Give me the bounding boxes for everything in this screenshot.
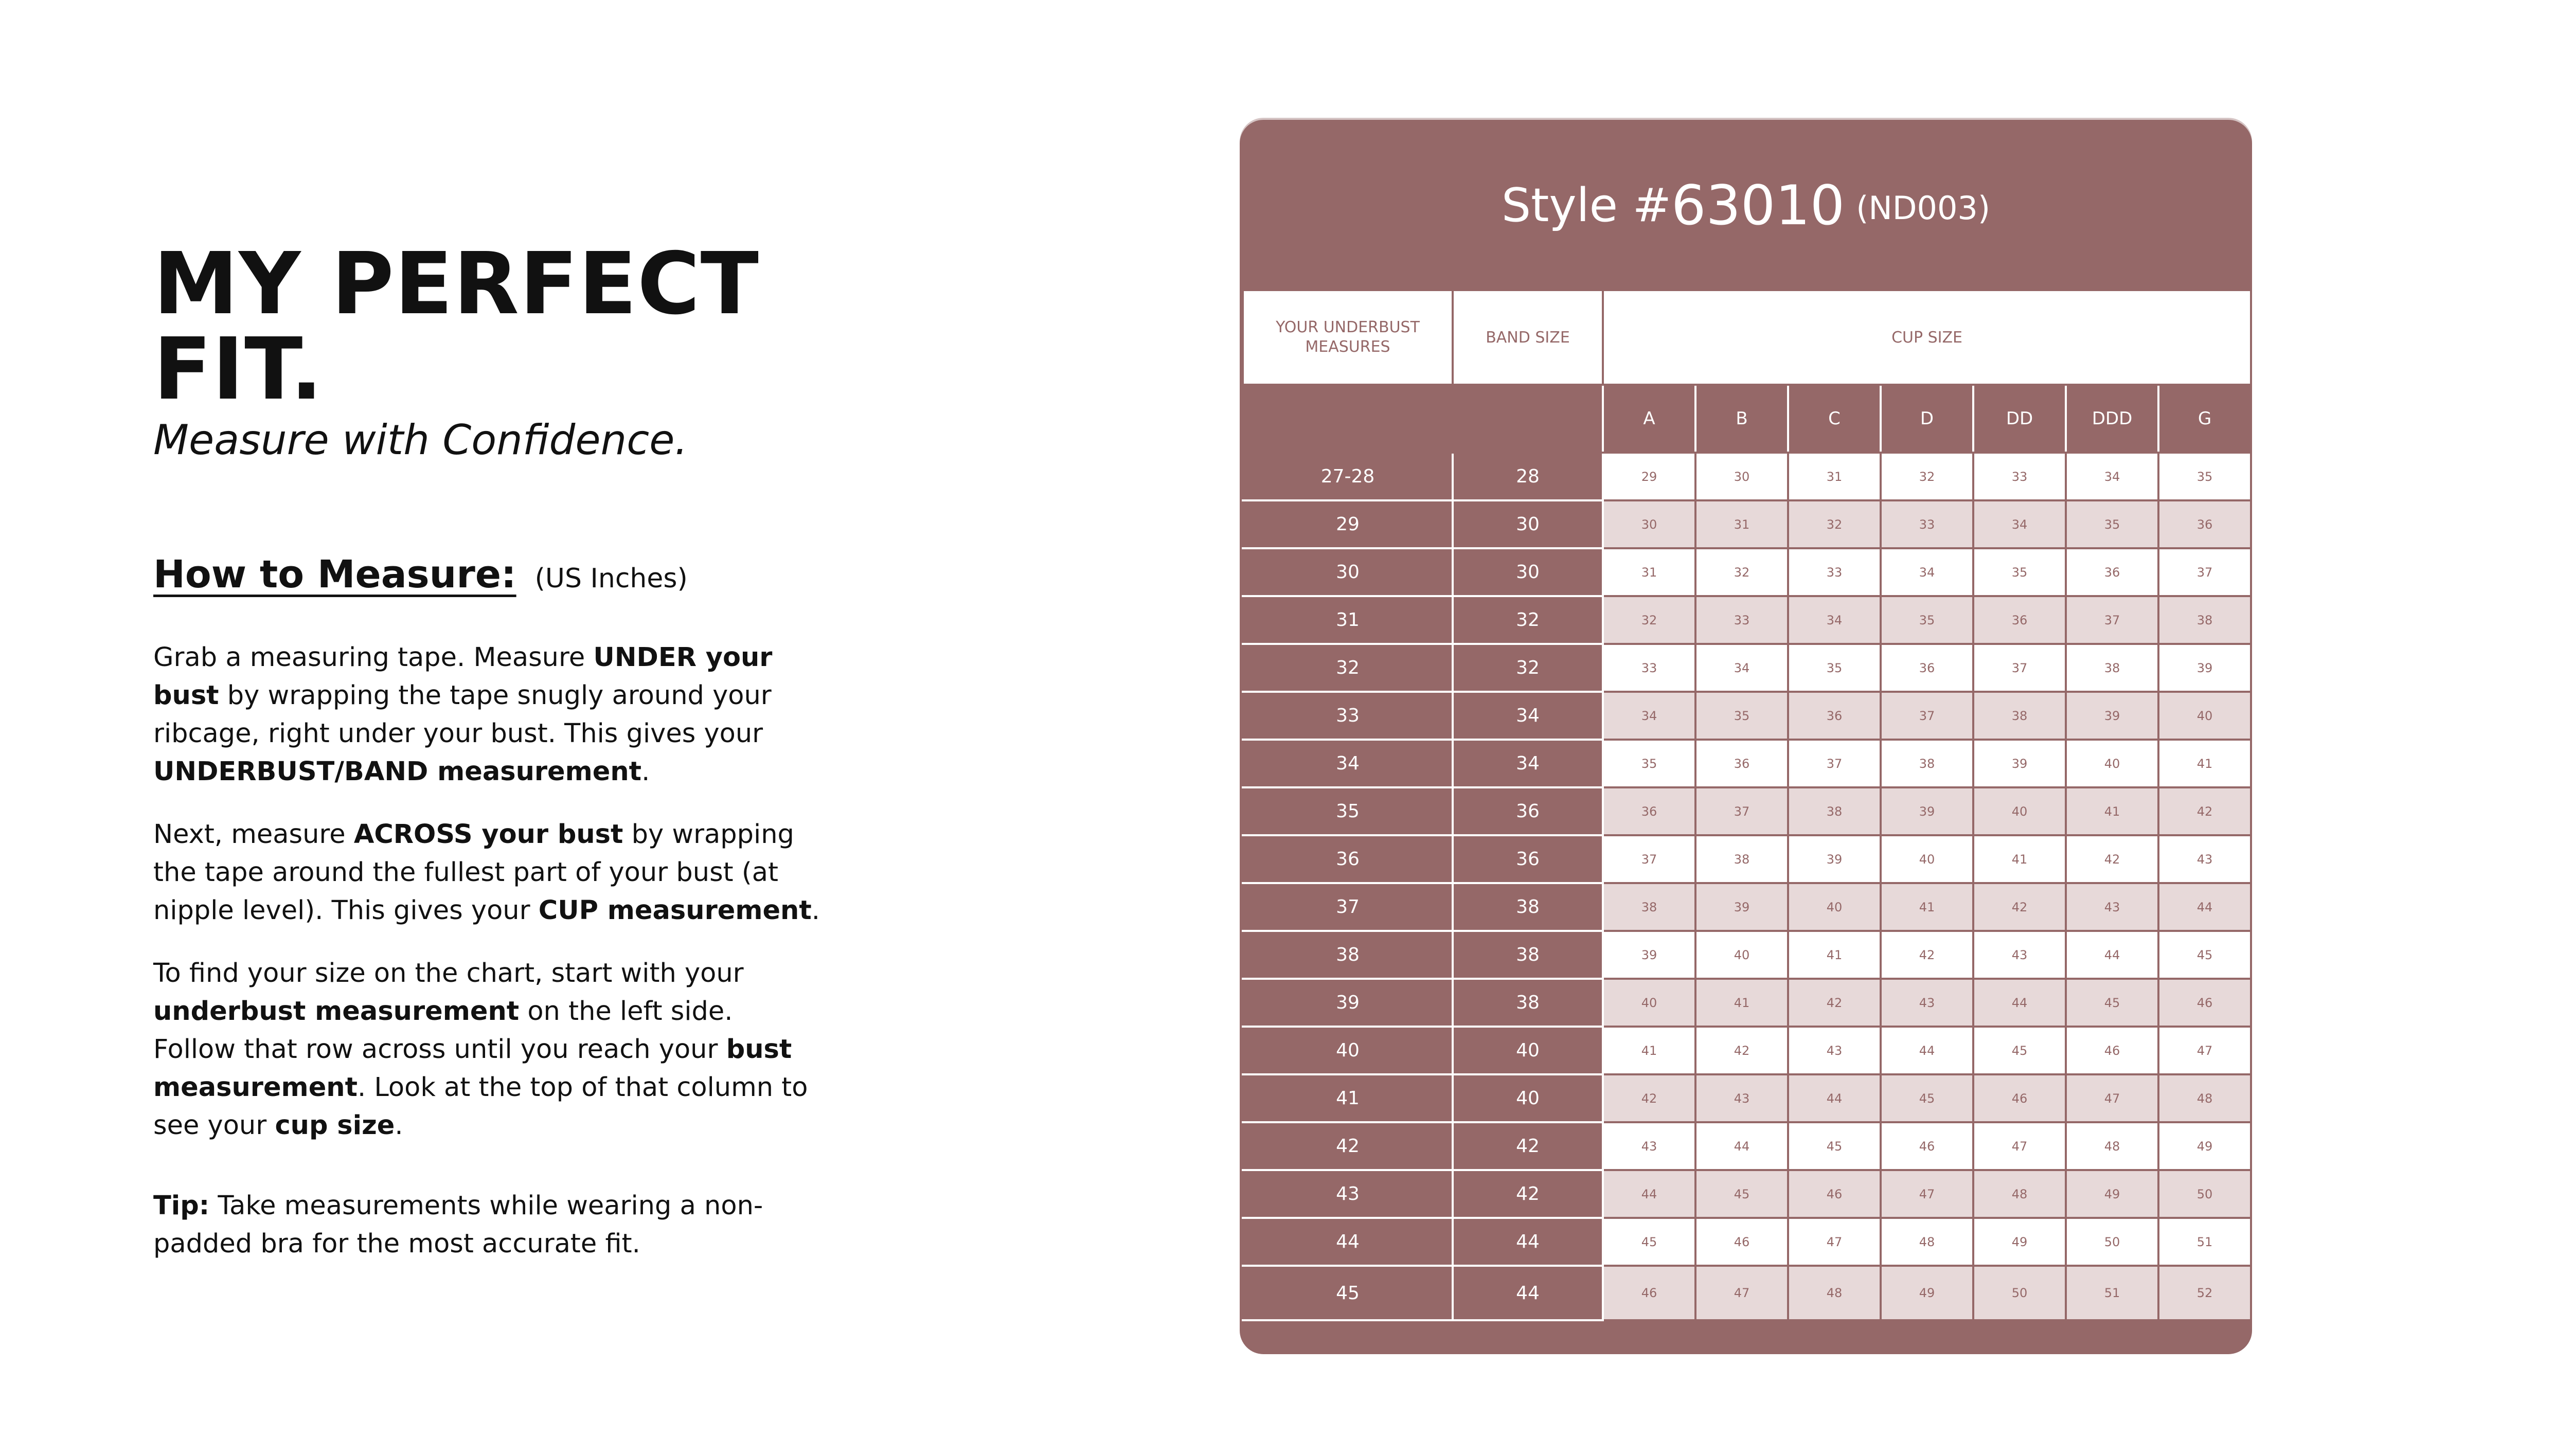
bust-measure-cell: 37 <box>2066 596 2158 644</box>
underbust-cell: 27-28 <box>1243 453 1453 500</box>
band-size-cell: 32 <box>1453 644 1603 692</box>
text: on the left side. Follow that row across until you reach your <box>153 996 733 1065</box>
how-to-measure-heading: How to Measure: <box>153 552 516 597</box>
bust-measure-cell: 33 <box>1788 548 1881 596</box>
bust-measure-cell: 41 <box>2158 740 2251 787</box>
emphasis: cup size <box>275 1110 395 1141</box>
bust-measure-cell: 38 <box>1973 692 2066 740</box>
bust-measure-cell: 45 <box>1973 1027 2066 1074</box>
bust-measure-cell: 50 <box>2158 1170 2251 1218</box>
bust-measure-cell: 49 <box>1973 1218 2066 1266</box>
table-row <box>1243 787 2251 835</box>
bust-measure-cell: 43 <box>1881 979 1973 1027</box>
bust-measure-cell: 39 <box>2066 692 2158 740</box>
band-size-cell: 36 <box>1453 835 1603 883</box>
size-table <box>1242 289 2252 1321</box>
bust-measure-cell: 32 <box>1603 596 1695 644</box>
bust-measure-cell: 35 <box>1881 596 1973 644</box>
tip-label: Tip: <box>153 1191 210 1221</box>
bust-measure-cell: 38 <box>1788 787 1881 835</box>
table-row <box>1243 1170 2251 1218</box>
bust-measure-cell: 36 <box>1788 692 1881 740</box>
emphasis: CUP measurement <box>538 895 812 926</box>
bust-measure-cell: 45 <box>1881 1074 1973 1122</box>
bust-measure-cell: 38 <box>2066 644 2158 692</box>
table-row <box>1243 596 2251 644</box>
bust-measure-cell: 37 <box>1695 787 1788 835</box>
underbust-cell: 31 <box>1243 596 1453 644</box>
band-size-cell: 40 <box>1453 1027 1603 1074</box>
bust-measure-cell: 48 <box>1973 1170 2066 1218</box>
bust-measure-cell: 43 <box>1603 1122 1695 1170</box>
bust-measure-cell: 49 <box>2158 1122 2251 1170</box>
bust-measure-cell: 48 <box>1788 1266 1881 1320</box>
cup-header-dd: DD <box>1973 385 2066 453</box>
bust-measure-cell: 31 <box>1695 500 1788 548</box>
bust-measure-cell: 36 <box>2066 548 2158 596</box>
bust-measure-cell: 40 <box>1973 787 2066 835</box>
bust-measure-cell: 42 <box>2158 787 2251 835</box>
bust-measure-cell: 33 <box>1973 453 2066 500</box>
table-row <box>1243 453 2251 500</box>
bust-measure-cell: 40 <box>2066 740 2158 787</box>
band-size-cell: 36 <box>1453 787 1603 835</box>
underbust-cell: 40 <box>1243 1027 1453 1074</box>
bust-measure-cell: 41 <box>1973 835 2066 883</box>
bust-measure-cell: 46 <box>2158 979 2251 1027</box>
table-row <box>1243 1074 2251 1122</box>
bust-measure-cell: 40 <box>1695 931 1788 979</box>
band-size-cell: 42 <box>1453 1170 1603 1218</box>
bust-measure-cell: 44 <box>1788 1074 1881 1122</box>
underbust-cell: 35 <box>1243 787 1453 835</box>
band-size-cell: 28 <box>1453 453 1603 500</box>
band-size-cell: 38 <box>1453 979 1603 1027</box>
table-row <box>1243 1218 2251 1266</box>
bust-measure-cell: 37 <box>1973 644 2066 692</box>
instruction-underbust <box>153 639 822 791</box>
underbust-cell: 34 <box>1243 740 1453 787</box>
page-subtitle: Measure with Confidence. <box>153 416 688 464</box>
bust-measure-cell: 38 <box>1603 883 1695 931</box>
cup-header-c: C <box>1788 385 1881 453</box>
bust-measure-cell: 38 <box>2158 596 2251 644</box>
instructions-panel <box>153 235 822 1263</box>
bust-measure-cell: 32 <box>1881 453 1973 500</box>
bust-measure-cell: 48 <box>1881 1218 1973 1266</box>
bust-measure-cell: 47 <box>1695 1266 1788 1320</box>
bust-measure-cell: 35 <box>2158 453 2251 500</box>
text: . Look at the top of that column to see your <box>153 1072 808 1141</box>
band-size-cell: 38 <box>1453 931 1603 979</box>
bust-measure-cell: 31 <box>1603 548 1695 596</box>
style-code: (ND003) <box>1856 189 1991 227</box>
style-prefix: Style # <box>1501 178 1672 232</box>
page-title: MY PERFECT FIT. <box>153 235 759 419</box>
bust-measure-cell: 39 <box>1881 787 1973 835</box>
emphasis: ACROSS your bust <box>353 819 623 850</box>
table-row <box>1243 548 2251 596</box>
table-row <box>1243 644 2251 692</box>
bust-measure-cell: 37 <box>1788 740 1881 787</box>
bust-measure-cell: 44 <box>1973 979 2066 1027</box>
underbust-column-header: YOUR UNDERBUST MEASURES <box>1243 290 1453 385</box>
text: Next, measure <box>153 819 354 850</box>
text: To find your size on the chart, start with your <box>153 958 744 988</box>
underbust-cell: 45 <box>1243 1266 1453 1320</box>
table-row <box>1243 835 2251 883</box>
band-size-cell: 44 <box>1453 1218 1603 1266</box>
bust-measure-cell: 46 <box>2066 1027 2158 1074</box>
bust-measure-cell: 39 <box>1973 740 2066 787</box>
bust-measure-cell: 34 <box>1788 596 1881 644</box>
bust-measure-cell: 43 <box>1788 1027 1881 1074</box>
bust-measure-cell: 38 <box>1695 835 1788 883</box>
how-to-measure-header <box>153 552 822 597</box>
bust-measure-cell: 41 <box>1603 1027 1695 1074</box>
bust-measure-cell: 39 <box>2158 644 2251 692</box>
bust-measure-cell: 39 <box>1603 931 1695 979</box>
table-header-row <box>1243 290 2251 385</box>
cup-header-g: G <box>2158 385 2251 453</box>
bust-measure-cell: 46 <box>1788 1170 1881 1218</box>
emphasis: underbust measurement <box>153 996 520 1027</box>
bust-measure-cell: 40 <box>1788 883 1881 931</box>
bust-measure-cell: 45 <box>1603 1218 1695 1266</box>
table-row <box>1243 883 2251 931</box>
cup-size-column-header: CUP SIZE <box>1603 290 2251 385</box>
bust-measure-cell: 42 <box>2066 835 2158 883</box>
bust-measure-cell: 47 <box>1788 1218 1881 1266</box>
chart-title <box>1242 122 2250 289</box>
bust-measure-cell: 44 <box>1881 1027 1973 1074</box>
bust-measure-cell: 40 <box>1603 979 1695 1027</box>
bust-measure-cell: 44 <box>2066 931 2158 979</box>
bust-measure-cell: 30 <box>1695 453 1788 500</box>
bust-measure-cell: 50 <box>2066 1218 2158 1266</box>
cup-header-d: D <box>1881 385 1973 453</box>
bust-measure-cell: 29 <box>1603 453 1695 500</box>
table-row <box>1243 500 2251 548</box>
table-row <box>1243 1266 2251 1320</box>
bust-measure-cell: 33 <box>1695 596 1788 644</box>
text: by wrapping the tape snugly around your ribcage, right under your bust. This gives your <box>153 680 772 749</box>
cup-header-b: B <box>1695 385 1788 453</box>
bust-measure-cell: 43 <box>2066 883 2158 931</box>
table-row <box>1243 1122 2251 1170</box>
bust-measure-cell: 37 <box>2158 548 2251 596</box>
bust-measure-cell: 37 <box>1881 692 1973 740</box>
bust-measure-cell: 51 <box>2066 1266 2158 1320</box>
cup-header-ddd: DDD <box>2066 385 2158 453</box>
bust-measure-cell: 35 <box>2066 500 2158 548</box>
bust-measure-cell: 33 <box>1603 644 1695 692</box>
underbust-cell: 42 <box>1243 1122 1453 1170</box>
bust-measure-cell: 44 <box>1603 1170 1695 1218</box>
text: Take measurements while wearing a non-padded bra for the most accurate fit. <box>153 1191 763 1259</box>
table-row <box>1243 740 2251 787</box>
bust-measure-cell: 36 <box>1695 740 1788 787</box>
instruction-find-size <box>153 955 822 1145</box>
band-size-cell: 30 <box>1453 548 1603 596</box>
bust-measure-cell: 41 <box>1695 979 1788 1027</box>
emphasis: UNDERBUST/BAND measurement <box>153 757 642 787</box>
bust-measure-cell: 34 <box>1881 548 1973 596</box>
bust-measure-cell: 37 <box>1603 835 1695 883</box>
table-row <box>1243 931 2251 979</box>
size-chart <box>1240 120 2252 1354</box>
band-size-cell: 44 <box>1453 1266 1603 1320</box>
underbust-cell: 33 <box>1243 692 1453 740</box>
bust-measure-cell: 45 <box>2158 931 2251 979</box>
underbust-cell: 36 <box>1243 835 1453 883</box>
bust-measure-cell: 34 <box>1695 644 1788 692</box>
band-size-column-header: BAND SIZE <box>1453 290 1603 385</box>
underbust-cell: 37 <box>1243 883 1453 931</box>
bust-measure-cell: 34 <box>2066 453 2158 500</box>
bust-measure-cell: 35 <box>1973 548 2066 596</box>
bust-measure-cell: 38 <box>1881 740 1973 787</box>
bust-measure-cell: 34 <box>1973 500 2066 548</box>
bust-measure-cell: 40 <box>2158 692 2251 740</box>
blank-header-cell <box>1243 385 1603 453</box>
text: . <box>811 895 820 926</box>
bust-measure-cell: 36 <box>1973 596 2066 644</box>
bust-measure-cell: 52 <box>2158 1266 2251 1320</box>
bust-measure-cell: 36 <box>1603 787 1695 835</box>
units-note: (US Inches) <box>534 563 688 594</box>
band-size-cell: 32 <box>1453 596 1603 644</box>
table-row <box>1243 692 2251 740</box>
bust-measure-cell: 32 <box>1695 548 1788 596</box>
band-size-cell: 34 <box>1453 740 1603 787</box>
bust-measure-cell: 48 <box>2158 1074 2251 1122</box>
bust-measure-cell: 36 <box>2158 500 2251 548</box>
bust-measure-cell: 47 <box>1881 1170 1973 1218</box>
underbust-cell: 29 <box>1243 500 1453 548</box>
bust-measure-cell: 43 <box>2158 835 2251 883</box>
bust-measure-cell: 44 <box>2158 883 2251 931</box>
text: . <box>641 757 650 787</box>
bust-measure-cell: 46 <box>1973 1074 2066 1122</box>
emphasis: bust measurement <box>153 1034 792 1103</box>
bust-measure-cell: 41 <box>1788 931 1881 979</box>
bust-measure-cell: 46 <box>1881 1122 1973 1170</box>
underbust-cell: 41 <box>1243 1074 1453 1122</box>
text: . <box>395 1110 403 1141</box>
bust-measure-cell: 50 <box>1973 1266 2066 1320</box>
emphasis: UNDER your bust <box>153 642 773 711</box>
bust-measure-cell: 51 <box>2158 1218 2251 1266</box>
band-size-cell: 30 <box>1453 500 1603 548</box>
bust-measure-cell: 34 <box>1603 692 1695 740</box>
bust-measure-cell: 43 <box>1695 1074 1788 1122</box>
bust-measure-cell: 32 <box>1788 500 1881 548</box>
underbust-cell: 39 <box>1243 979 1453 1027</box>
band-size-cell: 38 <box>1453 883 1603 931</box>
bust-measure-cell: 42 <box>1881 931 1973 979</box>
bust-measure-cell: 35 <box>1695 692 1788 740</box>
bust-measure-cell: 44 <box>1695 1122 1788 1170</box>
bust-measure-cell: 35 <box>1788 644 1881 692</box>
bust-measure-cell: 46 <box>1695 1218 1788 1266</box>
bust-measure-cell: 39 <box>1788 835 1881 883</box>
bust-measure-cell: 47 <box>1973 1122 2066 1170</box>
text: by wrapping the tape around the fullest part of your bust (at nipple level). This gives your <box>153 819 794 926</box>
bust-measure-cell: 30 <box>1603 500 1695 548</box>
bust-measure-cell: 42 <box>1603 1074 1695 1122</box>
instruction-bust <box>153 816 822 930</box>
band-size-cell: 34 <box>1453 692 1603 740</box>
text: Grab a measuring tape. Measure <box>153 642 594 673</box>
underbust-cell: 44 <box>1243 1218 1453 1266</box>
bust-measure-cell: 42 <box>1695 1027 1788 1074</box>
bust-measure-cell: 40 <box>1881 835 1973 883</box>
bust-measure-cell: 45 <box>2066 979 2158 1027</box>
underbust-cell: 38 <box>1243 931 1453 979</box>
cup-header-a: A <box>1603 385 1695 453</box>
style-number: 63010 <box>1671 174 1845 237</box>
bust-measure-cell: 49 <box>2066 1170 2158 1218</box>
cup-letters-row <box>1243 385 2251 453</box>
bust-measure-cell: 35 <box>1603 740 1695 787</box>
table-row <box>1243 979 2251 1027</box>
band-size-cell: 40 <box>1453 1074 1603 1122</box>
bust-measure-cell: 41 <box>2066 787 2158 835</box>
bust-measure-cell: 39 <box>1695 883 1788 931</box>
bust-measure-cell: 49 <box>1881 1266 1973 1320</box>
bust-measure-cell: 45 <box>1695 1170 1788 1218</box>
bust-measure-cell: 47 <box>2066 1074 2158 1122</box>
underbust-cell: 32 <box>1243 644 1453 692</box>
underbust-cell: 43 <box>1243 1170 1453 1218</box>
band-size-cell: 42 <box>1453 1122 1603 1170</box>
tip-text <box>153 1187 822 1263</box>
bust-measure-cell: 48 <box>2066 1122 2158 1170</box>
bust-measure-cell: 33 <box>1881 500 1973 548</box>
bust-measure-cell: 47 <box>2158 1027 2251 1074</box>
underbust-cell: 30 <box>1243 548 1453 596</box>
bust-measure-cell: 43 <box>1973 931 2066 979</box>
bust-measure-cell: 42 <box>1973 883 2066 931</box>
bust-measure-cell: 42 <box>1788 979 1881 1027</box>
bust-measure-cell: 36 <box>1881 644 1973 692</box>
bust-measure-cell: 41 <box>1881 883 1973 931</box>
table-row <box>1243 1027 2251 1074</box>
bust-measure-cell: 45 <box>1788 1122 1881 1170</box>
bust-measure-cell: 31 <box>1788 453 1881 500</box>
bust-measure-cell: 46 <box>1603 1266 1695 1320</box>
